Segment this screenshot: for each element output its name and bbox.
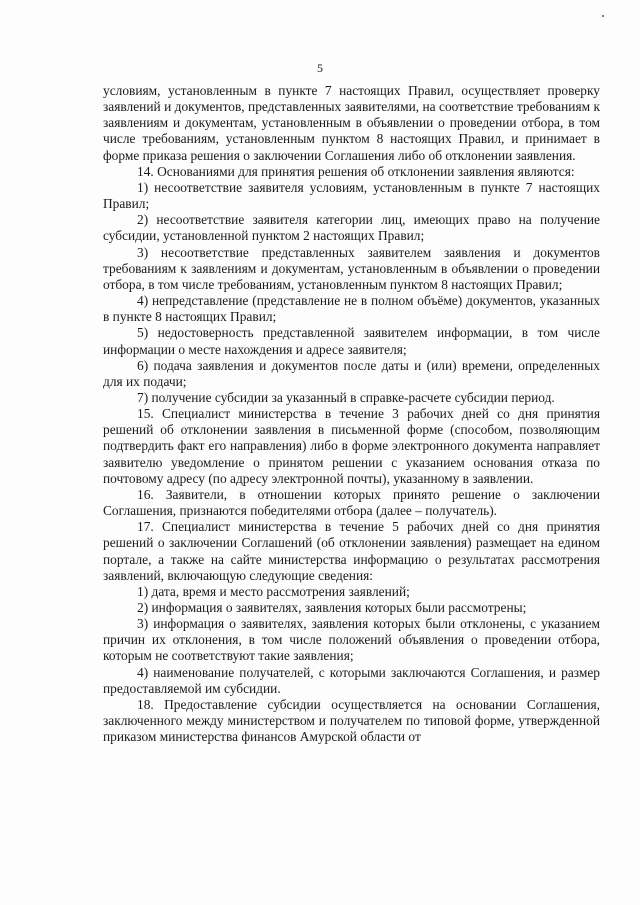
list-item-14-7: 7) получение субсидии за указанный в справке-расчете субсидии период. [137,389,555,405]
list-item-17-4: 4) наименование получателей, с которыми заключаются Соглашения, и размер предоставляемой им субсидии. [103,664,600,696]
list-item-17-2: 2) информация о заявителях, заявления которых были рассмотрены; [137,600,527,615]
list-item-14-3: 3) несоответствие представленных заявителем заявления и документов требованиям к заявлениям и документам, установленным в объявлении о проведении отбора, в том числе требованиям, установленным пунктом 8 настоящих Правил; [103,244,600,292]
scan-speck [602,15,604,17]
list-item-14-5: 5) недостоверность представленной заявителем информации, в том числе информации о месте нахождения и адресе заявителя; [103,325,600,357]
list-item-17-1: 1) дата, время и место рассмотрения заявлений; [137,583,410,599]
document-body [103,83,600,745]
list-item-14-6: 6) подача заявления и документов после даты и (или) времени, определенных для их подачи; [103,357,600,389]
paragraph-14: 14. Основаниями для принятия решения об отклонении заявления являются: [137,163,575,179]
paragraph-16: 16. Заявители, в отношении которых принято решение о заключении Соглашения, признаются победителями отбора (далее – получатель). [103,486,600,519]
paragraph-18: 18. Предоставление субсидии осуществляется на основании Соглашения, заключенного между министерством и получателем по типовой форме, утвержденной приказом министерства финансов Амурской области от [103,696,600,745]
page-number: 5 [317,61,323,75]
list-item-17-3: 3) информация о заявителях, заявления которых были отклонены, с указанием причин их отклонения, в том числе положений объявления о проведении отбора, которым не соответствуют такие заявления; [103,616,600,664]
paragraph-15: 15. Специалист министерства в течение 3 рабочих дней со дня принятия решений об отклонении заявления в письменной форме (способом, позволяющим подтвердить факт его направления) либо в форме электронного документа направляет заявителю уведомление о принятом решении с указанием основания отказа по почтовому адресу (по адресу электронной почты), указанному в заявлении. [103,406,600,486]
paragraph-17: 17. Специалист министерства в течение 5 рабочих дней со дня принятия решений о заключении Соглашений (об отклонении заявления) размещает на едином портале, а также на сайте министерства информацию о результатах рассмотрения заявлений, включающую следующие сведения: [103,519,600,583]
list-item-14-4: 4) непредставление (представление не в полном объёме) документов, указанных в пункте 8 настоящих Правил; [103,293,600,325]
list-item-14-1: 1) несоответствие заявителя условиям, установленным в пункте 7 настоящих Правил; [103,179,600,212]
list-item-14-2: 2) несоответствие заявителя категории лиц, имеющих право на получение субсидии, установленной пунктом 2 настоящих Правил; [103,212,600,244]
paragraph-continuation: условиям, установленным в пункте 7 настоящих Правил, осуществляет проверку заявлений и документов, представленных заявителями, на соответствие требованиям к заявлениям и документам, установленным в объявлении о проведении отбора, в том числе требованиям, установленным пунктом 8 настоящих Правил, и принимает в форме приказа решения о заключении Соглашения либо об отклонении заявления. [103,83,600,163]
